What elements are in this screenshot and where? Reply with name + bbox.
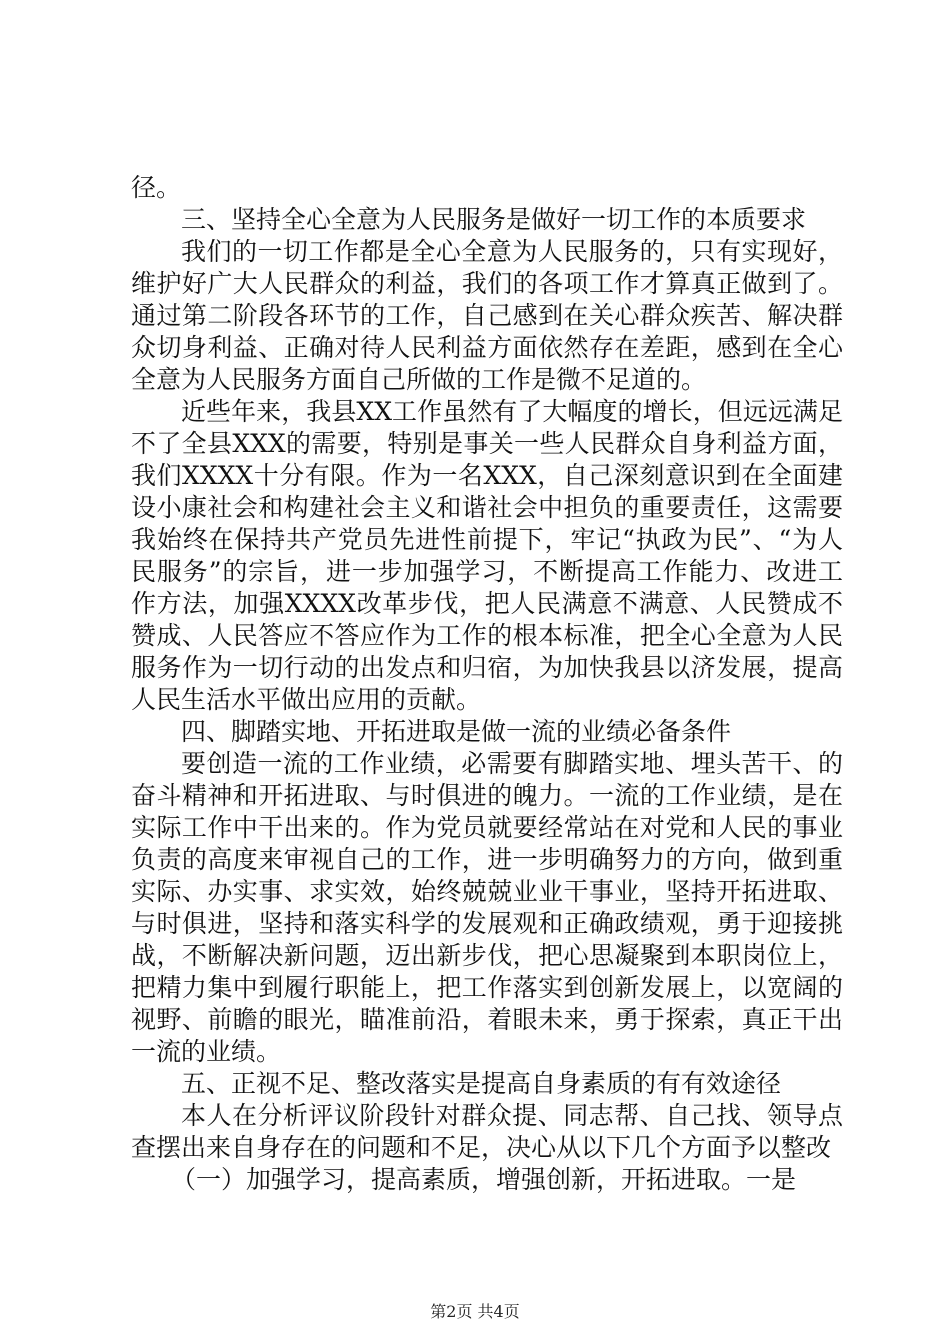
- page-footer: [0, 1302, 950, 1322]
- section-heading-3: 三、坚持全心全意为人民服务是做好一切工作的本质要求: [181, 205, 807, 234]
- subsection-item-1: （一）加强学习，提高素质，增强创新，开拓进取。一是: [171, 1165, 797, 1194]
- page-number-label: 第2页 共4页: [430, 1302, 520, 1321]
- paragraph: 近些年来，我县XX工作虽然有了大幅度的增长，但远远满足不了全县XXX的需要，特别是事关一些人民群众自身利益方面，我们XXXX十分有限。作为一名XXX，自己深刻意识到在全面建设小康社会和构建社会主义和谐社会中担负的重要责任，这需要我始终在保持共产党员先进性前提下，牢记“执政为民”、“为人民服务”的宗旨，进一步加强学习，不断提高工作能力、改进工作方法，加强XXXX改革步伐，把人民满意不满意、人民赞成不赞成、人民答应不答应作为工作的根本标准，把全心全意为人民服务作为一切行动的出发点和归宿，为加快我县以济发展，提高人民生活水平做出应用的贡献。: [131, 397, 843, 714]
- document-body: [131, 172, 843, 1196]
- paragraph: 要创造一流的工作业绩，必需要有脚踏实地、埋头苦干、的奋斗精神和开拓进取、与时俱进的魄力。一流的工作业绩，是在实际工作中干出来的。作为党员就要经常站在对党和人民的事业负责的高度来审视自己的工作，进一步明确努力的方向，做到重实际、办实事、求实效，始终兢兢业业干事业，坚持开拓进取、与时俱进，坚持和落实科学的发展观和正确政绩观，勇于迎接挑战，不断解决新问题，迈出新步伐，把心思凝聚到本职岗位上，把精力集中到履行职能上，把工作落实到创新发展上，以宽阔的视野、前瞻的眼光，瞄准前沿，着眼未来，勇于探索，真正干出一流的业绩。: [131, 749, 843, 1066]
- paragraph: 我们的一切工作都是全心全意为人民服务的，只有实现好，维护好广大人民群众的利益，我们的各项工作才算真正做到了。通过第二阶段各环节的工作，自己感到在关心群众疾苦、解决群众切身利益、正确对待人民利益方面依然存在差距，感到在全心全意为人民服务方面自己所做的工作是微不足道的。: [131, 237, 843, 394]
- section-heading-4: 四、脚踏实地、开拓进取是做一流的业绩必备条件: [181, 717, 732, 746]
- section-heading-5: 五、正视不足、整改落实是提高自身素质的有有效途径: [181, 1069, 782, 1098]
- paragraph: 本人在分析评议阶段针对群众提、同志帮、自己找、领导点查摆出来自身存在的问题和不足，决心从以下几个方面予以整改: [131, 1101, 843, 1162]
- paragraph-continuation: 径。: [131, 173, 182, 202]
